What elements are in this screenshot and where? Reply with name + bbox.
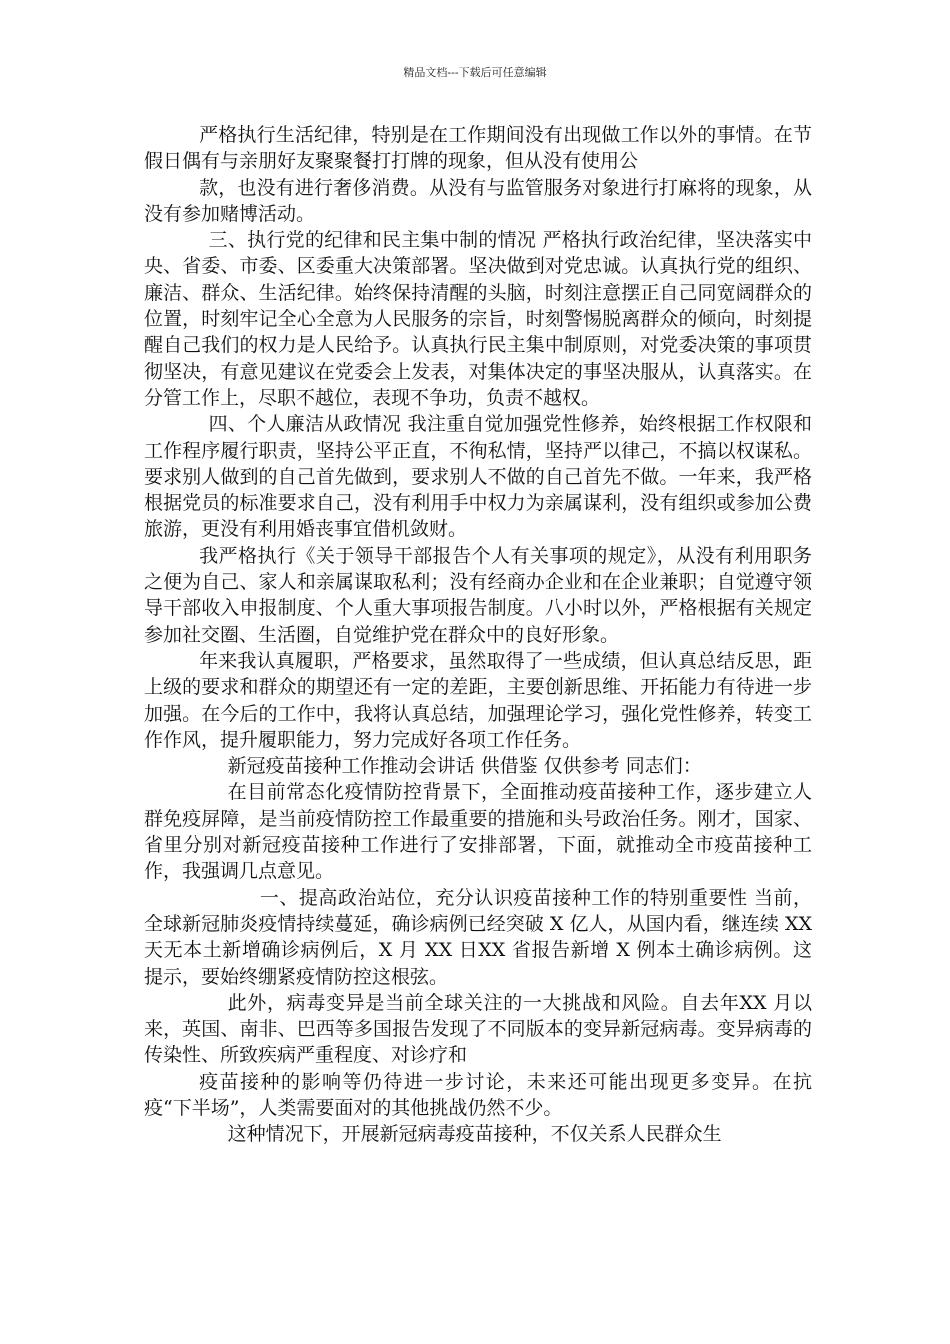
paragraph-integrity: 四、个人廉洁从政情况 我注重自觉加强党性修养，始终根据工作权限和工作程序履行职责，坚持公平正直，不徇私情，坚持严以律己，不搞以权谋私。要求别人做到的自己首先做到，要求别人不做的自己首先不做。一年来，我严格根据党员的标准要求自己，没有利用手中权力为亲属谋利，没有组织或参加公费旅游，更没有利用婚丧事宜借机敛财。 — [144, 413, 812, 541]
paragraph-life-discipline: 严格执行生活纪律，特别是在工作期间没有出现做工作以外的事情。在节假日偶有与亲朋好友聚聚餐打打牌的现象，但从没有使用公 — [144, 124, 812, 173]
paragraph-vaccination-importance: 这种情况下，开展新冠病毒疫苗接种，不仅关系人民群众生 — [227, 1123, 722, 1146]
paragraph-political-stance: 一、提高政治站位，充分认识疫苗接种工作的特别重要性 当前，全球新冠肺炎疫情持续蔓延，确诊病例已经突破 X 亿人，从国内看，继连续 XX 天无本土新增确诊病例后，X 月 XX 日XX 省报告新增 X 例本土确诊病例。这提示，要始终绷紧疫情防控这根弦。 — [144, 886, 812, 988]
paragraph-no-extravagance: 款，也没有进行奢侈消费。从没有与监管服务对象进行打麻将的现象，从没有参加赌博活动。 — [144, 176, 812, 225]
page-header: 精品文档---下载后可任意编辑 — [403, 66, 547, 79]
paragraph-reporting-rules: 我严格执行《关于领导干部报告个人有关事项的规定》，从没有利用职务之便为自己、家人和亲属谋取私利；没有经商办企业和在企业兼职；自觉遵守领导干部收入申报制度、个人重大事项报告制度。八小时以外，严格根据有关规定参加社交圈、生活圈，自觉维护党在群众中的良好形象。 — [144, 544, 812, 646]
paragraph-virus-variants: 此外，病毒变异是当前全球关注的一大挑战和风险。自去年XX 月以来，英国、南非、巴西等多国报告发现了不同版本的变异新冠病毒。变异病毒的传染性、所致疾病严重程度、对诊疗和 — [144, 991, 812, 1067]
paragraph-party-discipline: 三、执行党的纪律和民主集中制的情况 严格执行政治纪律，坚决落实中央、省委、市委、区委重大决策部署。坚决做到对党忠诚。认真执行党的组织、廉洁、群众、生活纪律。始终保持清醒的头脑，时刻注意摆正自己同宽阔群众的位置，时刻牢记全心全意为人民服务的宗旨，时刻警惕脱离群众的倾向，时刻提醒自己我们的权力是人民给予。认真执行民主集中制原则，对党委决策的事项贯彻坚决，有意见建议在党委会上发表，对集体决定的事坚决服从，认真落实。在分管工作上，尽职不越位，表现不争功，负责不越权。 — [144, 229, 812, 409]
document-body — [144, 122, 812, 1148]
paragraph-year-summary: 年来我认真履职，严格要求，虽然取得了一些成绩，但认真总结反思，距上级的要求和群众的期望还有一定的差距，主要创新思维、开拓能力有待进一步加强。在今后的工作中，我将认真总结，加强理论学习，强化党性修养，转变工作作风，提升履职能力，努力完成好各项工作任务。 — [144, 649, 812, 751]
paragraph-vaccine-intro: 在目前常态化疫情防控背景下，全面推动疫苗接种工作，逐步建立人群免疫屏障，是当前疫情防控工作最重要的措施和头号政治任务。刚才，国家、省里分别对新冠疫苗接种工作进行了安排部署，下面，就推动全市疫苗接种工作，我强调几点意见。 — [144, 781, 812, 883]
paragraph-speech-title: 新冠疫苗接种工作推动会讲话 供借鉴 仅供参考 同志们： — [227, 755, 702, 778]
paragraph-vaccine-impact: 疫苗接种的影响等仍待进一步讨论，未来还可能出现更多变异。在抗疫“下半场”，人类需要面对的其他挑战仍然不少。 — [144, 1070, 812, 1119]
